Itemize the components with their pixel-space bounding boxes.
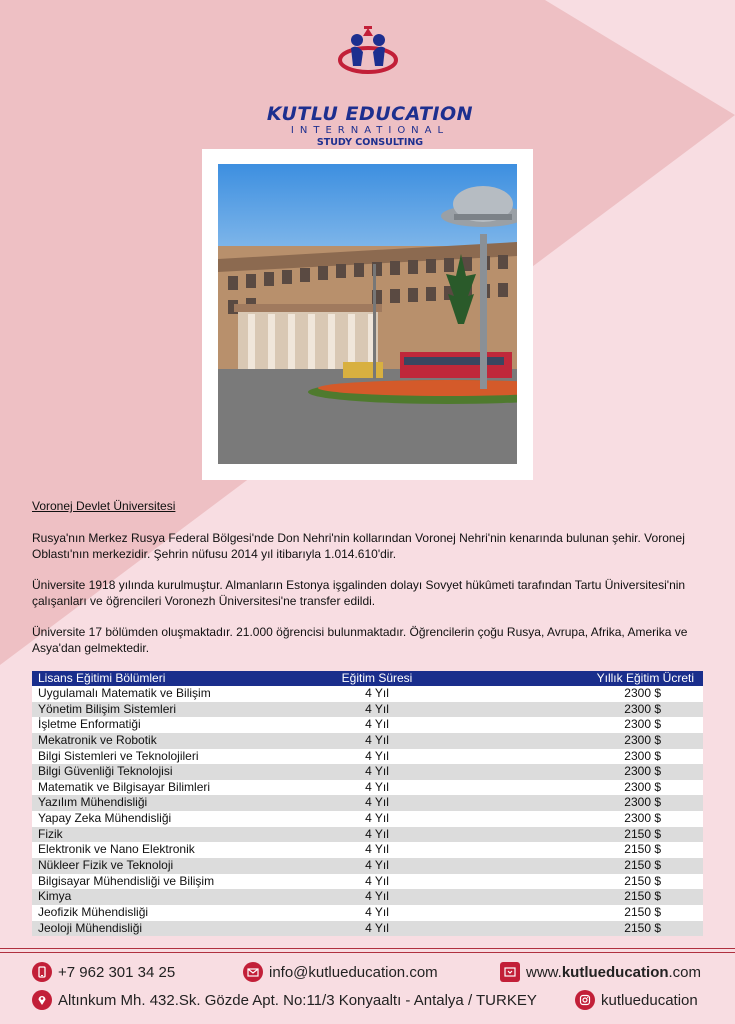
photo-frame (202, 149, 533, 480)
table-row (32, 842, 703, 858)
program-fee: 2300 $ (624, 811, 661, 826)
table-body (32, 686, 703, 936)
program-fee: 2300 $ (624, 779, 661, 794)
program-name: Jeoloji Mühendisliği (38, 920, 143, 935)
program-fee: 2300 $ (624, 701, 661, 716)
table-row (32, 858, 703, 874)
program-fee: 2150 $ (624, 920, 661, 935)
program-duration: 4 Yıl (365, 842, 389, 857)
program-name: Jeofizik Mühendisliği (38, 904, 149, 919)
program-duration: 4 Yıl (365, 904, 389, 919)
program-fee: 2300 $ (624, 732, 661, 747)
table-row (32, 795, 703, 811)
program-duration: 4 Yıl (365, 920, 389, 935)
website-suffix: .com (668, 963, 702, 981)
email-address: info@kutlueducation.com (269, 963, 438, 981)
program-duration: 4 Yıl (365, 826, 389, 841)
programs-table (32, 671, 703, 936)
header-duration: Eğitim Süresi (341, 671, 413, 685)
program-fee: 2150 $ (624, 873, 661, 888)
program-duration: 4 Yıl (365, 858, 389, 873)
footer-website[interactable] (500, 962, 701, 982)
website-name: kutlueducation (561, 963, 669, 981)
brand-name: KUTLU EDUCATION (266, 103, 474, 125)
logo-emblem-icon (335, 22, 401, 82)
program-name: Yapay Zeka Mühendisliği (38, 811, 172, 826)
program-name: Yönetim Bilişim Sistemleri (38, 701, 177, 716)
program-name: Nükleer Fizik ve Teknoloji (38, 858, 174, 873)
program-name: Fizik (38, 826, 63, 841)
table-row (32, 889, 703, 905)
program-fee: 2150 $ (624, 889, 661, 904)
program-duration: 4 Yıl (365, 889, 389, 904)
program-name: Bilgi Sistemleri ve Teknolojileri (38, 748, 199, 763)
program-duration: 4 Yıl (365, 764, 389, 779)
university-photo (218, 164, 517, 464)
footer-phone[interactable] (32, 962, 175, 982)
table-row (32, 717, 703, 733)
header-fee: Yıllık Eğitim Ücreti (596, 671, 694, 685)
table-row (32, 764, 703, 780)
program-name: Mekatronik ve Robotik (38, 732, 157, 747)
program-name: Elektronik ve Nano Elektronik (38, 842, 195, 857)
table-row (32, 905, 703, 921)
program-duration: 4 Yıl (365, 748, 389, 763)
browser-icon (500, 962, 520, 982)
program-fee: 2150 $ (624, 842, 661, 857)
program-fee: 2150 $ (624, 858, 661, 873)
paragraph-faculties: Üniversite 17 bölümden oluşmaktadır. 21.000 öğrencisi bulunmaktadır. Öğrencilerin çoğu Rusya, Avrupa, Afrika, Amerika ve Asya'dan gelmektedir. (32, 625, 688, 655)
website-prefix: www. (526, 963, 562, 981)
instagram-icon (575, 990, 595, 1010)
program-name: Kimya (38, 889, 72, 904)
program-duration: 4 Yıl (365, 795, 389, 810)
program-fee: 2300 $ (624, 795, 661, 810)
program-duration: 4 Yıl (365, 732, 389, 747)
program-duration: 4 Yıl (365, 873, 389, 888)
table-row (32, 811, 703, 827)
university-title: Voronej Devlet Üniversitesi (32, 499, 176, 513)
address-text: Altınkum Mh. 432.Sk. Gözde Apt. No:11/3 Konyaaltı - Antalya / TURKEY (58, 991, 537, 1009)
phone-number: +7 962 301 34 25 (58, 963, 176, 981)
program-duration: 4 Yıl (365, 811, 389, 826)
table-row (32, 733, 703, 749)
table-row (32, 921, 703, 937)
header-program: Lisans Eğitimi Bölümleri (38, 671, 166, 685)
envelope-icon (243, 962, 263, 982)
paragraph-history: Üniversite 1918 yılında kurulmuştur. Almanların Estonya işgalinden dolayı Sovyet hükûmeti tarafından Tartu Üniversitesi'nin çalışanları ve öğrencileri Voronezh Üniversitesi'ne transfer edildi. (32, 578, 686, 608)
brand-tagline: STUDY CONSULTING (316, 137, 424, 148)
brand-subtitle: INTERNATIONAL (290, 125, 450, 136)
program-duration: 4 Yıl (365, 717, 389, 732)
table-row (32, 702, 703, 718)
footer-divider-2 (0, 952, 735, 953)
phone-icon (32, 962, 52, 982)
table-header (32, 671, 703, 686)
program-name: Uygulamalı Matematik ve Bilişim (38, 686, 211, 700)
program-fee: 2300 $ (624, 764, 661, 779)
table-row (32, 827, 703, 843)
footer-instagram[interactable] (575, 990, 698, 1010)
footer-address (32, 990, 537, 1010)
program-name: Matematik ve Bilgisayar Bilimleri (38, 779, 211, 794)
table-row (32, 686, 703, 702)
program-fee: 2150 $ (624, 826, 661, 841)
location-pin-icon (32, 990, 52, 1010)
table-row (32, 874, 703, 890)
paragraph-city: Rusya'nın Merkez Rusya Federal Bölgesi'nde Don Nehri'nin kollarından Voronej Nehri'nin kenarında bulunan şehir. Voronej Oblastı'nın merkezidir. Şehrin nüfusu 2014 yıl itibarıyla 1.014.610'dir. (32, 531, 685, 561)
footer-email[interactable] (243, 962, 438, 982)
table-row (32, 749, 703, 765)
footer-divider (0, 948, 735, 949)
brand-logo (240, 22, 500, 148)
program-fee: 2300 $ (624, 748, 661, 763)
program-duration: 4 Yıl (365, 686, 389, 700)
program-duration: 4 Yıl (365, 779, 389, 794)
program-name: Bilgisayar Mühendisliği ve Bilişim (38, 873, 215, 888)
program-name: İşletme Enformatiği (38, 717, 141, 732)
program-duration: 4 Yıl (365, 701, 389, 716)
table-row (32, 780, 703, 796)
program-name: Bilgi Güvenliği Teknolojisi (38, 764, 173, 779)
program-fee: 2300 $ (624, 686, 661, 700)
program-fee: 2300 $ (624, 717, 661, 732)
instagram-handle: kutlueducation (601, 991, 698, 1009)
program-name: Yazılım Mühendisliği (38, 795, 148, 810)
program-fee: 2150 $ (624, 904, 661, 919)
